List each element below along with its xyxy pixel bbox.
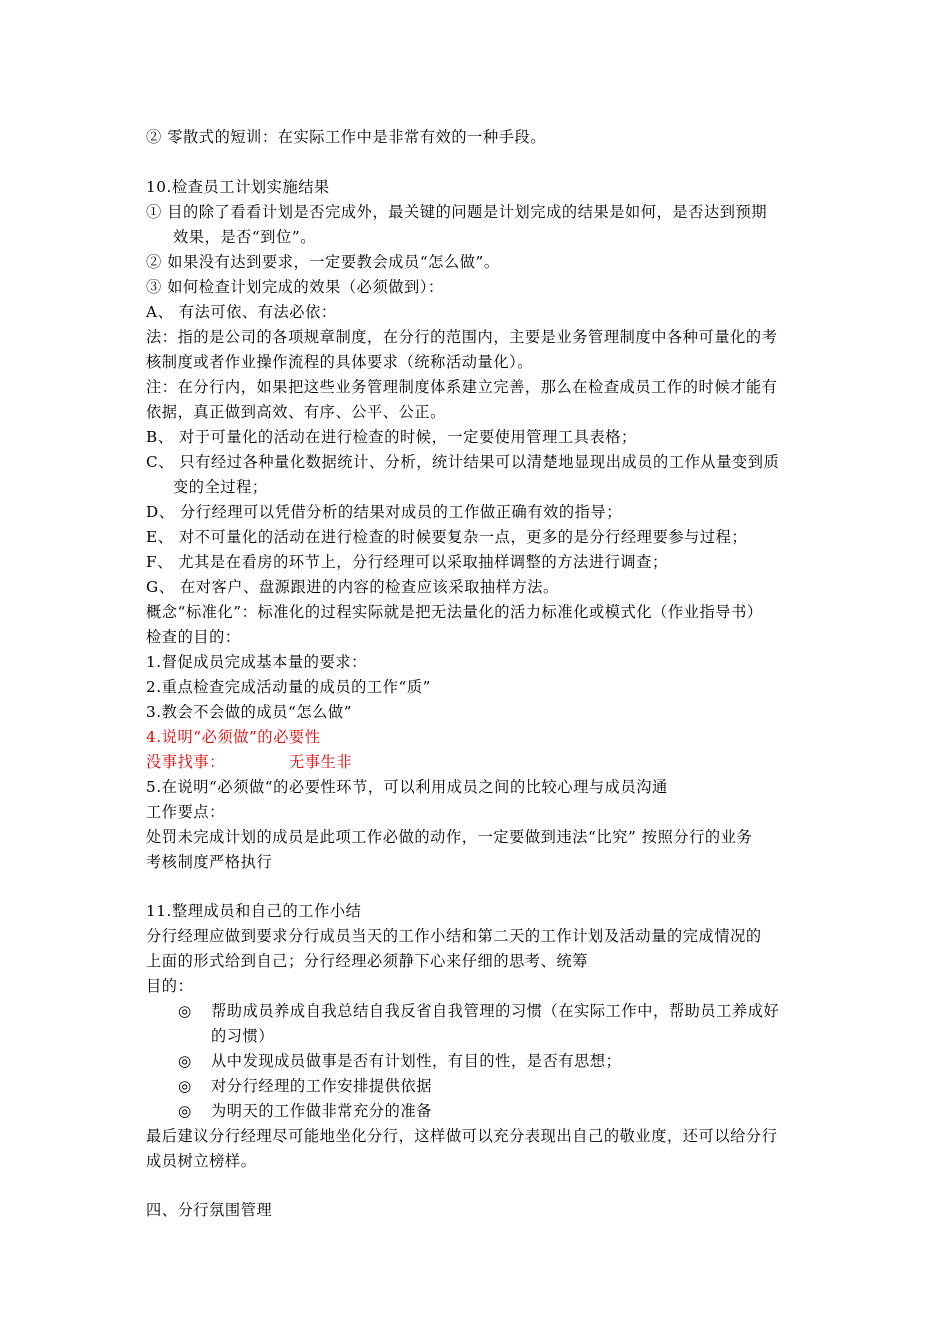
line-item-d: D、 分行经理可以凭借分析的结果对成员的工作做正确有效的指导； bbox=[146, 503, 623, 521]
bullet-icon: ◎ bbox=[178, 1002, 192, 1020]
line-item-f: F、 尤其是在看房的环节上，分行经理可以采取抽样调整的方法进行调查； bbox=[146, 553, 668, 571]
bullet-icon: ◎ bbox=[178, 1052, 192, 1070]
line-law-cont: 核制度或者作业操作流程的具体要求（统称活动量化）。 bbox=[146, 353, 534, 371]
line-summary: 分行经理应做到要求分行成员当天的工作小结和第二天的工作计划及活动量的完成情况的 bbox=[146, 927, 762, 945]
line-item-c: C、 只有经过各种量化数据统计、分析，统计结果可以清楚地显现出成员的工作从量变到质 bbox=[146, 453, 780, 471]
line-red-phrases bbox=[146, 751, 352, 773]
line-item-c-cont: 变的全过程； bbox=[173, 478, 268, 496]
phrase-no-trouble: 无事生非 bbox=[288, 753, 353, 771]
line-short-training: ② 零散式的短训：在实际工作中是非常有效的一种手段。 bbox=[146, 128, 547, 146]
line-penalty: 处罚未完成计划的成员是此项工作必做的动作，一定要做到违法“比究” 按照分行的业务 bbox=[146, 828, 753, 846]
bullet-icon: ◎ bbox=[178, 1077, 192, 1095]
bullet-item-habit: 帮助成员养成自我总结自我反省自我管理的习惯（在实际工作中，帮助员工养成好 bbox=[211, 1002, 780, 1020]
section-4-heading: 四、分行氛围管理 bbox=[146, 1201, 273, 1219]
bullet-item-prepare: 为明天的工作做非常充分的准备 bbox=[211, 1102, 433, 1120]
line-purpose-heading: 目的： bbox=[146, 977, 194, 995]
line-item-e: E、 对不可量化的活动在进行检查的时候要复杂一点，更多的是分行经理要参与过程； bbox=[146, 528, 748, 546]
line-work-key: 工作要点： bbox=[146, 803, 225, 821]
line-point-1: 1.督促成员完成基本量的要求： bbox=[146, 653, 367, 671]
line-note: 注：在分行内，如果把这些业务管理制度体系建立完善，那么在检查成员工作的时候才能有 bbox=[146, 378, 778, 396]
line-point-2: 2.重点检查完成活动量的成员的工作“质” bbox=[146, 678, 432, 696]
line-point-4: 4.说明“必须做”的必要性 bbox=[146, 728, 321, 746]
phrase-make-trouble: 没事找事： bbox=[146, 753, 225, 771]
section-10-heading: 10.检查员工计划实施结果 bbox=[146, 178, 330, 196]
line-suggestion: 最后建议分行经理尽可能地坐化分行，这样做可以充分表现出自己的敬业度，还可以给分行 bbox=[146, 1127, 778, 1145]
line-note-cont: 依据，真正做到高效、有序、公平、公正。 bbox=[146, 403, 446, 421]
line-point-3: 3.教会不会做的成员“怎么做” bbox=[146, 703, 353, 721]
line-purpose-2: ② 如果没有达到要求，一定要教会成员“怎么做”。 bbox=[146, 253, 500, 271]
line-item-a: A、 有法可依、有法必依： bbox=[146, 303, 337, 321]
bullet-item-discover: 从中发现成员做事是否有计划性，有目的性，是否有思想； bbox=[211, 1052, 622, 1070]
line-penalty-cont: 考核制度严格执行 bbox=[146, 853, 273, 871]
line-summary-cont: 上面的形式给到自己；分行经理必须静下心来仔细的思考、统筹 bbox=[146, 952, 589, 970]
line-item-g: G、 在对客户、盘源跟进的内容的检查应该采取抽样方法。 bbox=[146, 578, 559, 596]
line-purpose-1: ① 目的除了看看计划是否完成外，最关键的问题是计划完成的结果是如何，是否达到预期 bbox=[146, 203, 768, 221]
line-purpose-3: ③ 如何检查计划完成的效果（必须做到）： bbox=[146, 278, 444, 296]
bullet-item-habit-cont: 的习惯） bbox=[211, 1027, 275, 1045]
line-check-purpose: 检查的目的： bbox=[146, 628, 241, 646]
bullet-icon: ◎ bbox=[178, 1102, 192, 1120]
line-concept: 概念“标准化”：标准化的过程实际就是把无法量化的活力标准化或模式化（作业指导书） bbox=[146, 603, 763, 621]
line-suggestion-cont: 成员树立榜样。 bbox=[146, 1152, 257, 1170]
line-item-b: B、 对于可量化的活动在进行检查的时候，一定要使用管理工具表格； bbox=[146, 428, 637, 446]
line-purpose-1-cont: 效果，是否“到位”。 bbox=[173, 228, 317, 246]
bullet-item-basis: 对分行经理的工作安排提供依据 bbox=[211, 1077, 433, 1095]
line-point-5: 5.在说明“必须做“的必要性环节，可以利用成员之间的比较心理与成员沟通 bbox=[146, 778, 668, 796]
line-law: 法：指的是公司的各项规章制度，在分行的范围内，主要是业务管理制度中各种可量化的考 bbox=[146, 328, 778, 346]
section-11-heading: 11.整理成员和自己的工作小结 bbox=[146, 902, 362, 920]
